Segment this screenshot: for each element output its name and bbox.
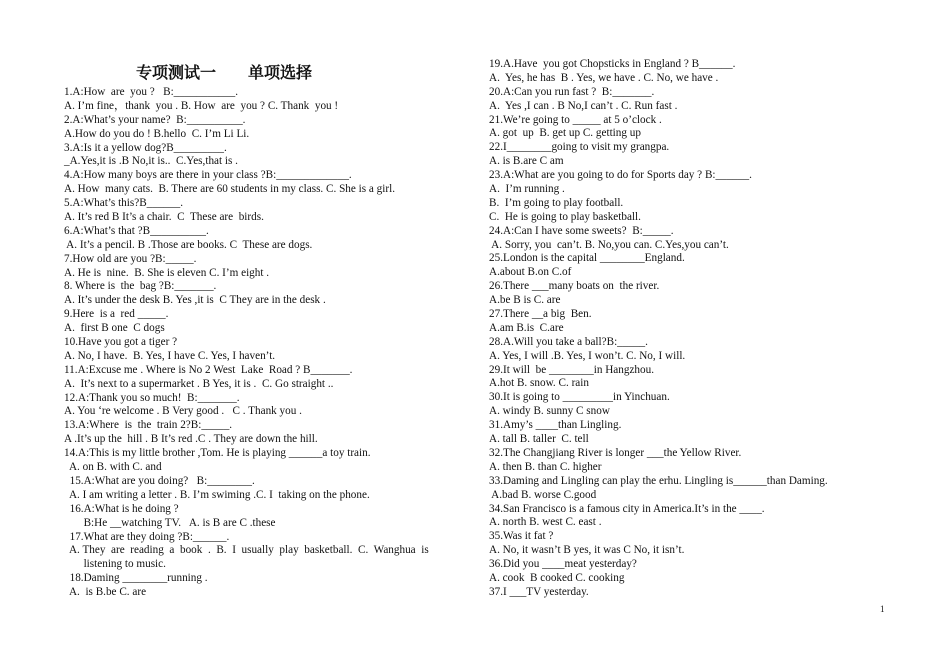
question-line: A. north B. west C. east . — [489, 516, 602, 529]
question-line: C. He is going to play basketball. — [489, 210, 641, 223]
question-line: A. I’m running . — [489, 183, 565, 196]
question-line: B:He __watching TV. A. is B are C .these — [64, 516, 276, 529]
question-line: B. I’m going to play football. — [489, 196, 624, 209]
question-line: A. It’s under the desk B. Yes ,it is C They are in the desk . — [64, 294, 326, 307]
question-line: 25.London is the capital ________England. — [489, 252, 685, 265]
question-line: 8. Where is the bag ?B:_______. — [64, 280, 217, 293]
question-line: 37.I ___TV yesterday. — [489, 585, 589, 598]
left-question-column — [64, 86, 466, 600]
question-line: 31.Amy’s ____than Lingling. — [489, 419, 622, 432]
question-line: 15.A:What are you doing? B:________. — [64, 474, 255, 487]
question-line: A. is B.are C am — [489, 155, 564, 168]
question-line: 32.The Changjiang River is longer ___the Yellow River. — [489, 446, 742, 459]
question-line: 19.A.Have you got Chopsticks in England ? B______. — [489, 58, 736, 70]
question-line: 28.A.Will you take a ball?B:_____. — [489, 335, 648, 348]
question-line: _A.Yes,it is .B No,it is.. C.Yes,that is . — [64, 155, 238, 168]
question-line: 36.Did you ____meat yesterday? — [489, 558, 637, 571]
question-line: A. No, I have. B. Yes, I have C. Yes, I haven’t. — [64, 349, 276, 362]
question-line: A. Yes, he has B . Yes, we have . C. No, we have . — [489, 71, 719, 84]
question-line: listening to music. — [64, 558, 166, 571]
question-line: 14.A:This is my little brother ,Tom. He is playing ______a toy train. — [64, 447, 371, 460]
question-line: A. It’s red B It’s a chair. C These are birds. — [64, 211, 264, 224]
question-line: A. tall B. taller C. tell — [489, 433, 589, 446]
question-line: 23.A:What are you going to do for Sports day ? B:______. — [489, 169, 752, 182]
question-line: 27.There __a big Ben. — [489, 308, 592, 321]
question-line: A.How do you do ! B.hello C. I’m Li Li. — [64, 127, 250, 140]
page-title: 专项测试一 单项选择 — [136, 63, 313, 82]
question-line: 4.A:How many boys are there in your class ?B:_____________. — [64, 169, 352, 182]
question-line: 35.Was it fat ? — [489, 530, 554, 543]
question-line: A. first B one C dogs — [64, 322, 165, 335]
question-line: A.about B.on C.of — [489, 266, 572, 279]
question-line: A. Sorry, you can’t. B. No,you can. C.Yes,you can’t. — [489, 238, 729, 251]
question-line: 18.Daming ________running . — [64, 572, 208, 585]
question-line: A. then B. than C. higher — [489, 460, 602, 473]
question-line: A. How many cats. B. There are 60 students in my class. C. She is a girl. — [64, 183, 396, 196]
question-line: 16.A:What is he doing ? — [64, 502, 179, 515]
question-line: A. It’s a pencil. B .Those are books. C These are dogs. — [64, 238, 313, 251]
question-line: 33.Daming and Lingling can play the erhu. Lingling is______than Daming. — [489, 474, 828, 487]
question-line: 30.It is going to _________in Yinchuan. — [489, 391, 670, 404]
question-line: A. I am writing a letter . B. I’m swiming .C. I taking on the phone. — [64, 488, 370, 501]
question-line: 10.Have you got a tiger ? — [64, 336, 178, 349]
question-line: 21.We’re going to _____ at 5 o’clock . — [489, 113, 662, 126]
question-line: A.be B is C. are — [489, 294, 561, 307]
question-line: A. Yes, I will .B. Yes, I won’t. C. No, I will. — [489, 349, 686, 362]
question-line: A. is B.be C. are — [64, 586, 147, 599]
question-line: 29.It will be ________in Hangzhou. — [489, 363, 654, 376]
question-line: 2.A:What’s your name? B:__________. — [64, 113, 246, 126]
question-line: A. I’m fine，thank you . B. How are you ? C. Thank you ! — [64, 99, 339, 112]
question-line: 12.A:Thank you so much! B:_______. — [64, 391, 240, 404]
question-line: 6.A:What’s that ?B__________. — [64, 224, 209, 237]
question-line: A .It’s up the hill . B It’s red .C . They are down the hill. — [64, 433, 318, 446]
question-line: A. windy B. sunny C snow — [489, 405, 610, 418]
right-question-column — [489, 58, 889, 600]
question-line: A.hot B. snow. C. rain — [489, 377, 589, 390]
question-line: 24.A:Can I have some sweets? B:_____. — [489, 224, 674, 237]
question-line: 5.A:What’s this?B______. — [64, 197, 184, 210]
question-line: A. You ‘re welcome . B Very good . C . Thank you . — [64, 405, 302, 418]
question-line: 17.What are they doing ?B:______. — [64, 530, 230, 543]
question-line: A. They are reading a book . B. I usually play basketball. C. Wanghua is — [64, 544, 429, 557]
question-line: A. It’s next to a supermarket . B Yes, it is . C. Go straight .. — [64, 377, 334, 390]
question-line: 22.I________going to visit my grangpa. — [489, 141, 670, 154]
question-line: A.am B.is C.are — [489, 321, 564, 334]
question-line: A. cook B cooked C. cooking — [489, 571, 625, 584]
question-line: 34.San Francisco is a famous city in America.It’s in the ____. — [489, 502, 765, 515]
question-line: 13.A:Where is the train 2?B:_____. — [64, 419, 233, 432]
question-line: 3.A:Is it a yellow dog?B_________. — [64, 141, 227, 154]
question-line: A. got up B. get up C. getting up — [489, 127, 641, 140]
question-line: A. No, it wasn’t B yes, it was C No, it isn’t. — [489, 544, 685, 557]
question-line: 7.How old are you ?B:_____. — [64, 252, 197, 265]
question-line: A.bad B. worse C.good — [489, 488, 597, 501]
question-line: 1.A:How are you ? B:___________. — [64, 86, 239, 98]
question-line: 11.A:Excuse me . Where is No 2 West Lake Road ? B_______. — [64, 363, 353, 376]
question-line: A. Yes ,I can . B No,I can’t . C. Run fast . — [489, 99, 678, 112]
question-line: 9.Here is a red _____. — [64, 308, 169, 321]
question-line: 20.A:Can you run fast ? B:_______. — [489, 85, 655, 98]
question-line: A. on B. with C. and — [64, 461, 162, 474]
page-number: 1 — [880, 604, 885, 614]
question-line: 26.There ___many boats on the river. — [489, 280, 660, 293]
question-line: A. He is nine. B. She is eleven C. I’m eight . — [64, 266, 270, 279]
